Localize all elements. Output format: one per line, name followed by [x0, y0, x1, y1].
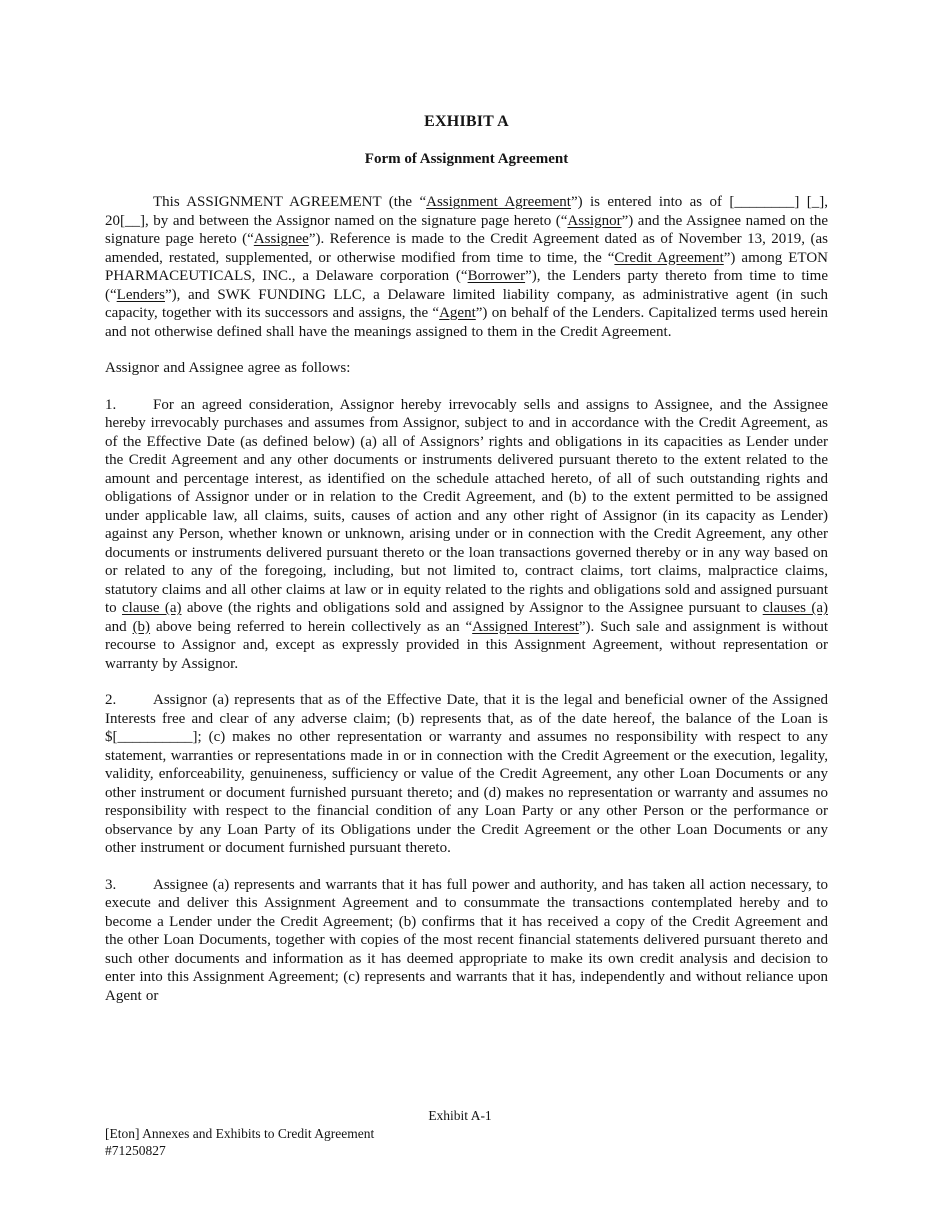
defined-term-underlined: Credit Agreement	[614, 249, 724, 266]
paragraph-text: Assignor and Assignee agree as follows:	[105, 360, 351, 376]
paragraph-text: Assignee (a) represents and warrants that it has full power and authority, and has taken all action necessary, to execute and deliver this Assignment Agreement and to consummate the transactions contemplated hereby and to become a Lender under the Credit Agreement; (b) confirms that it has received a copy of the Credit Agreement and the other Loan Documents, together with copies of the most recent financial statements delivered pursuant thereto and such other documents and information as it has deemed appropriate to make its own credit analysis and decision to enter into this Assignment Agreement; (c) represents and warrants that it has, independently and without reliance upon Agent or	[105, 876, 828, 1004]
footer-doc-info	[105, 1126, 374, 1159]
paragraph-text: For an agreed consideration, Assignor hereby irrevocably sells and assigns to Assignee, and the Assignee hereby irrevocably purchases and assumes from Assignor, subject to and in accordance with the Credit Agreement, as of the Effective Date (as defined below) (a) all of Assignors’ rights and obligations in its capacities as Lender under the Credit Agreement and any other documents or instruments delivered pursuant thereto to the extent related to the amount and percentage interest, as identified on the schedule attached hereto, of all of such outstanding rights and obligations of Assignor under or in relation to the Credit Agreement, and (b) to the extent permitted to be assigned under applicable law, all claims, suits, causes of action and any other right of Assignor (in its capacity as Lender) against any Person, whether known or unknown, arising under or in connection with the Credit Agreement, any other documents or instruments delivered pursuant thereto or the loan transactions governed thereby or in any way based on or related to any of the foregoing, including, but not limited to, contract claims, tort claims, malpractice claims, statutory claims and all other claims at law or in equity related to the rights and obligations sold and assigned pursuant to	[105, 396, 828, 616]
defined-term-underlined: Lenders	[116, 286, 165, 303]
defined-term-underlined: clauses (a)	[762, 600, 828, 616]
paragraph-text: above being referred to herein collectively as an “	[150, 618, 473, 635]
defined-term-underlined: Assignor	[567, 212, 622, 229]
paragraph-text: ”) is entered into as of [________] [_], 20[__], by and between the Assignor named on the signature page hereto (“	[105, 194, 828, 229]
defined-term-underlined: clause (a)	[122, 600, 182, 616]
numbered-paragraph	[105, 876, 828, 1006]
paragraph-number: 3.	[105, 876, 117, 893]
footer-doc-number: #71250827	[105, 1142, 166, 1158]
defined-term-underlined: (b)	[132, 618, 151, 635]
defined-term-underlined: Assignee	[253, 231, 309, 247]
document-body	[105, 193, 828, 1005]
paragraph-text: ”), and SWK FUNDING LLC, a Delaware limited liability company, as administrative agent (in such capacity, together with its successors and assigns, the “	[105, 286, 828, 321]
defined-term-underlined: Borrower	[467, 268, 526, 284]
paragraph	[105, 359, 828, 378]
defined-term-underlined: Assigned Interest	[472, 618, 579, 635]
paragraph-text: Assignor (a) represents that as of the Effective Date, that it is the legal and beneficial owner of the Assigned Interests free and clear of any adverse claim; (b) represents that, as of the date hereof, the balance of the Loan is $[__________]; (c) makes no other representation or warranty and assumes no responsibility with respect to any statement, warranties or representations made in or in connection with the Credit Agreement or the execution, legality, validity, enforceability, genuineness, sufficiency or value of the Credit Agreement, any other Loan Documents or any other instrument or document furnished pursuant thereto; and (d) makes no representation or warranty and assumes no responsibility with respect to the financial condition of any Loan Party or any other Person or the performance or observance by any Loan Party of its Obligations under the Credit Agreement or the other Loan Documents or any other instrument or document furnished pursuant thereto.	[105, 692, 828, 856]
paragraph-text: above (the rights and obligations sold and assigned by Assignor to the Assignee pursuant to	[181, 600, 763, 616]
paragraph-text: ”) on behalf of the Lenders. Capitalized terms used herein and not otherwise defined shall have the meanings assigned to them in the Credit Agreement.	[105, 305, 828, 340]
paragraph-text: ”) and the Assignee named on the signature page hereto (“	[105, 212, 828, 247]
numbered-paragraph	[105, 396, 828, 674]
paragraph-text: and	[105, 618, 133, 635]
document-title: EXHIBIT A	[424, 113, 509, 130]
defined-term-underlined: Agent	[439, 305, 476, 321]
numbered-paragraph	[105, 691, 828, 858]
footer-doc-label: [Eton] Annexes and Exhibits to Credit Agreement	[105, 1126, 375, 1141]
footer-page-label: Exhibit A-1	[428, 1108, 492, 1123]
paragraph-text: This ASSIGNMENT AGREEMENT (the “	[153, 194, 427, 210]
paragraph	[105, 193, 828, 341]
paragraph-text: ”), the Lenders party thereto from time to time (“	[105, 268, 828, 303]
defined-term-underlined: Assignment Agreement	[426, 194, 571, 210]
paragraph-text: ”) among ETON PHARMACEUTICALS, INC., a Delaware corporation (“	[105, 249, 828, 284]
paragraph-text: ”). Reference is made to the Credit Agreement dated as of November 13, 2019, (as amended, restated, supplemented, or otherwise modified from time to time, the “	[105, 231, 828, 266]
paragraph-text: ”). Such sale and assignment is without recourse to Assignor and, except as expressly provided in this Assignment Agreement, without representation or warranty by Assignor.	[105, 618, 828, 672]
document-subtitle: Form of Assignment Agreement	[364, 151, 569, 167]
paragraph-number: 1.	[105, 396, 117, 413]
paragraph-number: 2.	[105, 692, 117, 708]
